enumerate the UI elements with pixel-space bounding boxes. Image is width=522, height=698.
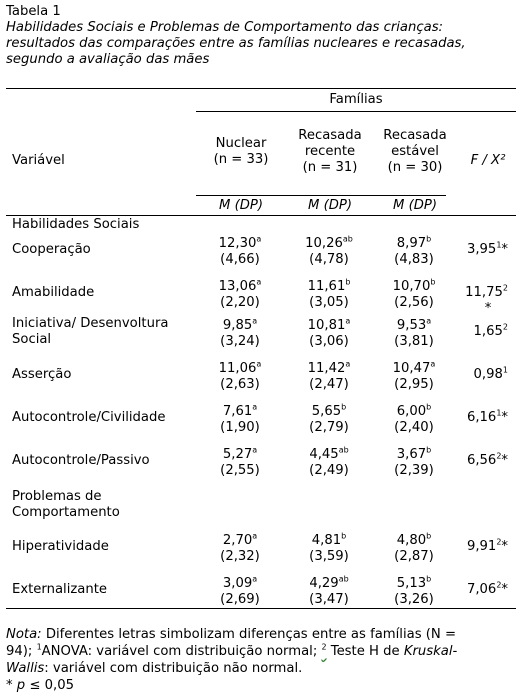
row-label (12, 582, 192, 598)
row-value-cell (372, 279, 456, 311)
sd-value: (2,69) (220, 592, 260, 607)
sd-value: (3,24) (220, 334, 260, 349)
mean-superscript: a (345, 316, 351, 326)
row-label-text: Cooperação (12, 242, 91, 257)
header-estavel-label-1: Recasada (383, 128, 447, 143)
mean-superscript: b (426, 531, 432, 541)
header-nuclear (198, 136, 284, 168)
stat-number: 9,91 (466, 539, 497, 554)
header-estavel-n: (n = 30) (387, 160, 443, 175)
stat-value (446, 242, 508, 258)
mean-number: 10,47 (392, 361, 431, 376)
note-line-4 (6, 677, 516, 694)
section-problemas-line-1: Problemas de (12, 489, 102, 504)
stat-value (446, 582, 508, 598)
stat-number: 7,06 (466, 582, 497, 597)
sd-value: (2,39) (394, 463, 434, 478)
row-stat (446, 410, 508, 426)
row-label-text: Autocontrole/Passivo (12, 453, 150, 468)
mean-value (287, 279, 371, 295)
mean-number: 8,97 (396, 236, 427, 251)
header-mdp-nuclear: M (DP) (219, 198, 263, 213)
mean-number: 11,42 (307, 361, 346, 376)
sd-value: (4,83) (394, 252, 434, 267)
row-stat (446, 453, 508, 469)
row-value-cell (287, 447, 371, 479)
mean-superscript: a (252, 531, 258, 541)
row-stat (446, 367, 508, 383)
mdp-top-rule (196, 195, 446, 196)
stat-superscript: 2 (502, 322, 508, 332)
row-stat (446, 582, 508, 598)
note-text-3: ANOVA: variável com distribuição normal; (41, 644, 322, 659)
mean-value (372, 576, 456, 592)
sd-value: (3,06) (309, 334, 349, 349)
row-value-cell (198, 361, 282, 393)
row-value-cell (372, 361, 456, 393)
mean-value (198, 236, 282, 252)
mean-number: 4,45 (309, 447, 339, 462)
row-label (12, 367, 192, 383)
header-variavel: Variável (12, 153, 65, 168)
sd-value: (2,32) (220, 549, 260, 564)
mean-superscript: b (341, 531, 347, 541)
mean-superscript: a (256, 359, 262, 369)
sd-value: (2,79) (309, 420, 349, 435)
note-p: p (16, 678, 26, 693)
header-stat: F / X² (470, 153, 506, 168)
stat-superscript: 2 (496, 580, 502, 590)
mean-value (372, 361, 456, 377)
sd-value: (2,55) (220, 463, 260, 478)
mean-value (198, 447, 282, 463)
mean-value (372, 236, 456, 252)
row-value-cell (372, 236, 456, 268)
row-label (12, 242, 192, 258)
header-mdp-estavel: M (DP) (393, 198, 437, 213)
mean-number: 6,00 (396, 404, 427, 419)
row-stat (446, 242, 508, 258)
sd-value: (3,26) (394, 592, 434, 607)
sd-value: (2,95) (394, 377, 434, 392)
row-value-cell (198, 404, 282, 436)
mean-superscript: b (426, 402, 432, 412)
mean-value (287, 404, 371, 420)
mean-value (198, 533, 282, 549)
mean-value (287, 236, 371, 252)
sd-value: (3,59) (309, 549, 349, 564)
mean-number: 9,85 (222, 318, 253, 333)
mean-number: 5,13 (396, 576, 427, 591)
table-note (6, 626, 516, 694)
mean-number: 3,67 (396, 447, 427, 462)
mean-value (287, 318, 371, 334)
mean-value (372, 533, 456, 549)
mean-number: 4,29 (309, 576, 339, 591)
header-recente-label-1: Recasada (298, 128, 362, 143)
row-value-cell (372, 404, 456, 436)
row-stat (446, 324, 508, 340)
stat-superscript: 1 (502, 365, 508, 375)
stat-value (446, 367, 508, 383)
note-sup-1: 1 (36, 642, 42, 652)
header-familias: Famílias (329, 92, 383, 107)
stat-number: 6,56 (466, 453, 497, 468)
mean-superscript: ab (338, 574, 349, 584)
stat-value (446, 539, 508, 555)
stat-superscript: 1 (496, 240, 502, 250)
mean-superscript: a (256, 234, 262, 244)
table-title-line-3: segundo a avaliação das mães (6, 52, 210, 67)
row-stat (446, 285, 508, 317)
note-line-3 (6, 660, 516, 677)
note-star: * (6, 678, 17, 693)
mean-superscript: a (345, 359, 351, 369)
note-line-1 (6, 626, 516, 643)
stat-star: * (501, 242, 508, 257)
mean-value (372, 447, 456, 463)
row-value-cell (287, 533, 371, 565)
sd-value: (4,78) (309, 252, 349, 267)
row-label (12, 316, 192, 348)
mean-superscript: a (252, 316, 258, 326)
row-value-cell (287, 404, 371, 436)
row-label-text: Iniciativa/ Desenvoltura (12, 316, 169, 331)
familias-rule (196, 111, 516, 112)
mean-number: 10,70 (392, 279, 431, 294)
mean-superscript: b (426, 234, 432, 244)
mean-superscript: a (252, 445, 258, 455)
stat-star: * (501, 582, 508, 597)
mean-superscript: b (341, 402, 347, 412)
mean-number: 5,65 (311, 404, 342, 419)
mean-number: 10,81 (307, 318, 346, 333)
mean-superscript: b (345, 277, 351, 287)
section-problemas-line-2: Comportamento (12, 505, 120, 520)
row-label (12, 410, 192, 426)
row-value-cell (372, 576, 456, 608)
sd-value: (3,81) (394, 334, 434, 349)
header-recasada-estavel (372, 128, 458, 176)
mean-value (287, 576, 371, 592)
note-label: Nota: (6, 627, 42, 642)
header-nuclear-n: (n = 33) (213, 152, 269, 167)
row-label (12, 539, 192, 555)
sd-value: (2,49) (309, 463, 349, 478)
stat-superscript: 2 (496, 537, 502, 547)
row-value-cell (287, 279, 371, 311)
mean-number: 5,27 (222, 447, 253, 462)
stat-star: * (501, 539, 508, 554)
stat-superscript: 2 (502, 283, 508, 293)
mean-number: 4,81 (311, 533, 342, 548)
note-sup-2-text: 2 (321, 642, 327, 652)
header-recente-n: (n = 31) (302, 160, 358, 175)
mean-number: 10,26 (305, 236, 343, 251)
stat-value (446, 324, 508, 340)
mean-number: 11,06 (218, 361, 257, 376)
note-text-4: Teste H de (326, 644, 404, 659)
table-bottom-rule (6, 608, 516, 609)
row-value-cell (198, 533, 282, 565)
stat-star: * (501, 453, 508, 468)
mean-value (198, 318, 282, 334)
mean-value (287, 533, 371, 549)
section-habilidades: Habilidades Sociais (12, 217, 140, 232)
row-value-cell (287, 318, 371, 350)
sd-value: (2,40) (394, 420, 434, 435)
row-value-cell (372, 447, 456, 479)
top-rule (6, 88, 516, 89)
mean-value (198, 361, 282, 377)
sd-value: (1,90) (220, 420, 260, 435)
row-label-text: Hiperatividade (12, 539, 109, 554)
note-kruskal: Kruskal- (403, 644, 458, 659)
row-stat (446, 539, 508, 555)
sd-value: (2,56) (394, 295, 434, 310)
stat-number: 6,16 (466, 410, 497, 425)
stat-number: 0,98 (473, 367, 503, 382)
mean-number: 12,30 (218, 236, 257, 251)
mean-number: 2,70 (222, 533, 253, 548)
stat-superscript: 2 (496, 451, 502, 461)
mean-superscript: a (256, 277, 262, 287)
stat-number: 11,75 (465, 285, 503, 300)
sd-value: (2,20) (220, 295, 260, 310)
table-caption (6, 4, 516, 68)
mean-value (287, 447, 371, 463)
note-text-5: : variável com distribuição não normal. (44, 661, 303, 676)
mean-superscript: a (252, 402, 258, 412)
row-label-text: Autocontrole/Civilidade (12, 410, 166, 425)
table-title-line-1: Habilidades Sociais e Problemas de Comportamento das crianças: (6, 20, 444, 35)
stat-superscript: 1 (496, 408, 502, 418)
sd-value: (2,87) (394, 549, 434, 564)
header-recasada-recente (287, 128, 373, 176)
row-value-cell (198, 279, 282, 311)
row-value-cell (287, 236, 371, 268)
note-text-1: Diferentes letras simbolizam diferenças entre as famílias (N = (41, 627, 457, 642)
note-line-2 (6, 643, 516, 660)
row-label-text-2: Social (12, 332, 52, 347)
mean-number: 3,09 (222, 576, 253, 591)
row-value-cell (198, 236, 282, 268)
stat-star: * (501, 410, 508, 425)
table-label: Tabela 1 (6, 4, 61, 19)
row-label-text: Amabilidade (12, 285, 95, 300)
row-value-cell (372, 533, 456, 565)
mean-number: 7,61 (222, 404, 253, 419)
stat-value (446, 453, 508, 469)
row-value-cell (198, 447, 282, 479)
stat-value (446, 285, 508, 301)
note-text-2: 94); (6, 644, 37, 659)
header-estavel-label-2: estável (391, 144, 439, 159)
header-recente-label-2: recente (304, 144, 356, 159)
section-problemas (12, 489, 192, 521)
mean-number: 4,80 (396, 533, 427, 548)
sd-value: (3,05) (309, 295, 349, 310)
mean-value (287, 361, 371, 377)
row-label (12, 285, 192, 301)
mean-superscript: b (426, 574, 432, 584)
stat-value (446, 410, 508, 426)
sd-value: (2,63) (220, 377, 260, 392)
row-label-text: Asserção (12, 367, 72, 382)
sd-value: (3,47) (309, 592, 349, 607)
stat-star-2: * (484, 301, 492, 316)
header-nuclear-label: Nuclear (215, 136, 267, 151)
row-label-text: Externalizante (12, 582, 108, 597)
note-wallis: Wallis (6, 661, 45, 676)
sd-value: (2,47) (309, 377, 349, 392)
header-bottom-rule (6, 215, 516, 216)
mean-superscript: b (430, 277, 436, 287)
mean-value (372, 404, 456, 420)
mean-number: 9,53 (396, 318, 427, 333)
mean-superscript: ab (342, 234, 353, 244)
mean-value (372, 318, 456, 334)
header-mdp-recente: M (DP) (308, 198, 352, 213)
table-title-line-2: resultados das comparações entre as famílias nucleares e recasadas, (6, 36, 466, 51)
mean-superscript: a (426, 316, 432, 326)
note-p-rest: ≤ 0,05 (25, 678, 74, 693)
stat-number: 1,65 (473, 324, 503, 339)
row-value-cell (198, 576, 282, 608)
row-value-cell (198, 318, 282, 350)
mean-number: 13,06 (218, 279, 257, 294)
row-value-cell (372, 318, 456, 350)
row-label (12, 453, 192, 469)
mean-number: 11,61 (307, 279, 346, 294)
row-value-cell (287, 576, 371, 608)
mean-superscript: ab (338, 445, 349, 455)
stat-number: 3,95 (466, 242, 497, 257)
mean-superscript: a (430, 359, 436, 369)
row-value-cell (287, 361, 371, 393)
mean-value (198, 279, 282, 295)
sd-value: (4,66) (220, 252, 260, 267)
mean-value (372, 279, 456, 295)
mean-value (198, 576, 282, 592)
mean-value (198, 404, 282, 420)
mean-superscript: b (426, 445, 432, 455)
mean-superscript: a (252, 574, 258, 584)
